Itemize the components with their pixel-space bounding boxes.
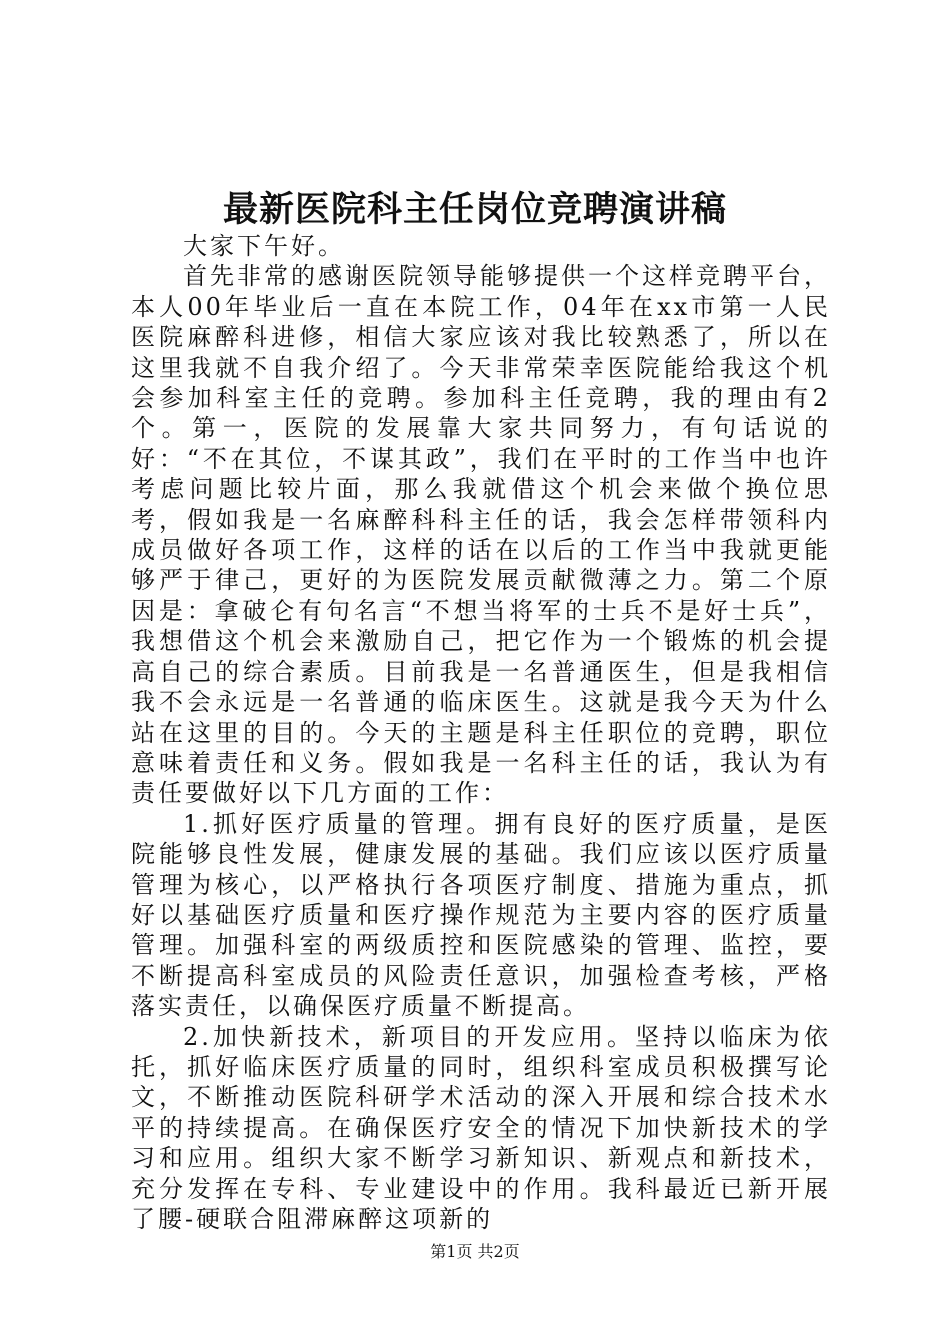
paragraph-greeting: 大家下午好。 <box>183 232 345 260</box>
document-title: 最新医院科主任岗位竞聘演讲稿 <box>222 189 727 230</box>
page-number-footer: 第1页 共2页 <box>430 1242 520 1261</box>
paragraph-point-1: 1.抓好医疗质量的管理。拥有良好的医疗质量，是医院能够良性发展，健康发展的基础。我们应该以医疗质量管理为核心，以严格执行各项医疗制度、措施为重点，抓好以基础医疗质量和医疗操作规范为主要内容的医疗质量管理。加强科室的两级质控和医院感染的管理、监控，要不断提高科室成员的风险责任意识，加强检查考核，严格落实责任，以确保医疗质量不断提高。 <box>131 809 831 1021</box>
paragraph-introduction: 首先非常的感谢医院领导能够提供一个这样竞聘平台，本人00年毕业后一直在本院工作，04年在xx市第一人民医院麻醉科进修，相信大家应该对我比较熟悉了，所以在这里我就不自我介绍了。今天非常荣幸医院能给我这个机会参加科室主任的竞聘。参加科主任竞聘，我的理由有2个。第一，医院的发展靠大家共同努力，有句话说的好：“不在其位，不谋其政”，我们在平时的工作当中也许考虑问题比较片面，那么我就借这个机会来做个换位思考，假如我是一名麻醉科科主任的话，我会怎样带领科内成员做好各项工作，这样的话在以后的工作当中我就更能够严于律己，更好的为医院发展贡献微薄之力。第二个原因是：拿破仑有句名言“不想当将军的士兵不是好士兵”，我想借这个机会来激励自己，把它作为一个锻炼的机会提高自己的综合素质。目前我是一名普通医生，但是我相信我不会永远是一名普通的临床医生。这就是我今天为什么站在这里的目的。今天的主题是科主任职位的竞聘，职位意味着责任和义务。假如我是一名科主任的话，我认为有责任要做好以下几方面的工作： <box>131 262 831 808</box>
paragraph-point-2: 2.加快新技术，新项目的开发应用。坚持以临床为依托，抓好临床医疗质量的同时，组织科室成员积极撰写论文，不断推动医院科研学术活动的深入开展和综合技术水平的持续提高。在确保医疗安全的情况下加快新技术的学习和应用。组织大家不断学习新知识、新观点和新技术，充分发挥在专科、专业建设中的作用。我科最近已新开展了腰-硬联合阻滞麻醉这项新的 <box>131 1022 831 1233</box>
document-body <box>131 231 831 1234</box>
